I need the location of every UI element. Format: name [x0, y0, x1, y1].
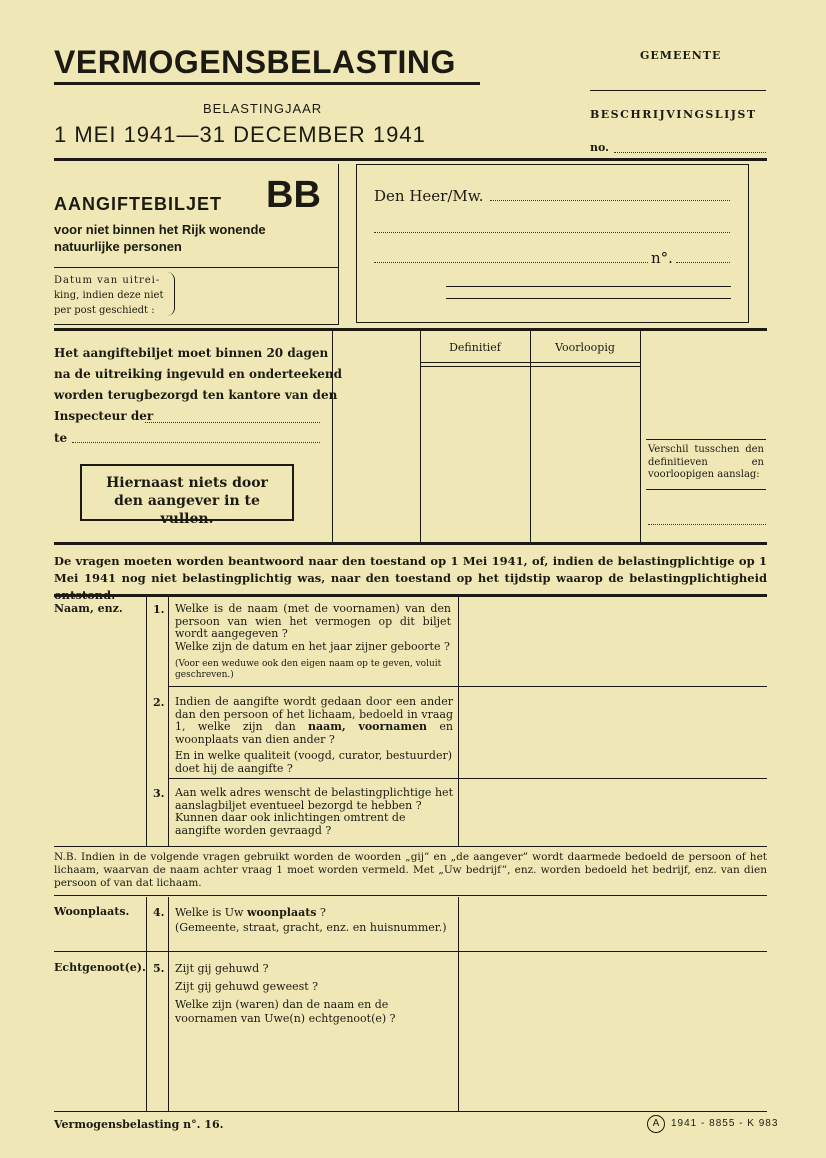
intro-text: De vragen moeten worden beantwoord naar den toestand op 1 Mei 1941, of, indien de belastingplichtige op 1 Mei 1941 nog niet belastingplichtig was, naar den toestand op het tijdstip waarop de belastingplichtigheid ontstond. — [54, 554, 767, 602]
tax-year-label: BELASTINGJAAR — [203, 101, 323, 116]
section-echtgenoot: Echtgenoot(e). — [54, 961, 146, 974]
question-2: Indien de aangifte wordt gedaan door een ander dan den persoon of het lichaam, bedoeld in vraag 1, welke zijn dan naam, voornamen en woonplaats van dien ander ? En in welke qualiteit (voogd, curator, bestuurder) doet hij de aangifte ? — [175, 695, 454, 775]
instruction-line-3: worden terugbezorgd ten kantore van den — [54, 388, 338, 402]
answer-2-field[interactable] — [460, 688, 766, 776]
question-1: Welke is de naam (met de voornamen) van den persoon van wien het vermogen op dit biljet wordt aangegeven ? Welke zijn de datum en het jaar zijner geboorte ? (Voor een weduwe ook den eigen naam op te geven, voluit geschreven.) — [175, 602, 451, 680]
definitief-column[interactable] — [421, 367, 529, 542]
tax-period: 1 MEI 1941—31 DECEMBER 1941 — [54, 122, 426, 147]
section-woonplaats: Woonplaats. — [54, 905, 130, 918]
form-code: BB — [266, 174, 321, 216]
verschil-field[interactable] — [648, 524, 766, 525]
question-4: Welke is Uw woonplaats ? (Gemeente, straat, gracht, enz. en huisnummer.) — [175, 906, 447, 934]
instruction-line-2: na de uitreiking ingevuld en onderteekend — [54, 367, 343, 381]
question-5-number: 5. — [153, 962, 165, 975]
definitief-header: Definitief — [449, 341, 501, 354]
address-number-field[interactable] — [676, 262, 730, 263]
question-3: Aan welk adres wenscht de belastingplichtige het aanslagbiljet eventueel bezorgd te hebben ? Kunnen daar ook inlichtingen omtrent de aangifte worden gevraagd ? — [175, 786, 453, 837]
gemeente-label: GEMEENTE — [640, 49, 722, 62]
beschrijvingslijst-label: BESCHRIJVINGSLIJST — [590, 108, 757, 121]
te-field[interactable] — [72, 442, 320, 443]
inspecteur-field[interactable] — [145, 422, 320, 423]
instruction-line-1: Het aangiftebiljet moet binnen 20 dagen — [54, 346, 329, 360]
answer-4-field[interactable] — [460, 899, 766, 949]
datum-label-3: per post geschiedt : — [54, 305, 155, 316]
list-number-field[interactable] — [614, 152, 766, 153]
question-3-number: 3. — [153, 787, 165, 800]
list-number-label: no. — [590, 141, 609, 154]
form-title: VERMOGENSBELASTING — [54, 44, 456, 80]
verschil-label: Verschil tusschen den definitieven en voorloopigen aanslag: — [648, 444, 764, 480]
voorloopig-column[interactable] — [531, 367, 639, 542]
section-naam: Naam, enz. — [54, 602, 123, 615]
address-number-label: n°. — [651, 249, 673, 267]
question-2-number: 2. — [153, 696, 165, 709]
address-name-field[interactable] — [490, 200, 730, 201]
address-line-2-field[interactable] — [374, 232, 730, 233]
nb-note: N.B. Indien in de volgende vragen gebruikt worden de woorden „gij” en „de aangever” wordt daarmede bedoeld de persoon of het lichaam, waarvan de naam achter vraag 1 moet worden vermeld. Met „Uw bedrijf”, enz. worden bedoeld het bedrijf, enz. van dien persoon of van dat lichaam. — [54, 851, 767, 889]
answer-5-field[interactable] — [460, 953, 766, 1109]
aangiftebiljet-title: AANGIFTEBILJET — [54, 194, 223, 214]
bracket-icon — [166, 272, 175, 316]
official-use-notice: Hiernaast niets door den aangever in te vullen. — [80, 464, 294, 521]
datum-label-2: king, indien deze niet — [54, 290, 164, 301]
answer-1-field[interactable] — [460, 598, 766, 684]
form-subtitle-1: voor niet binnen het Rijk wonende — [54, 222, 266, 237]
question-4-number: 4. — [153, 906, 165, 919]
te-label: te — [54, 431, 68, 445]
form-subtitle-2: natuurlijke personen — [54, 239, 182, 254]
form-number: Vermogensbelasting n°. 16. — [54, 1118, 224, 1131]
printer-logo-icon: A — [647, 1115, 665, 1133]
voorloopig-header: Voorloopig — [555, 341, 615, 354]
datum-label-1: Datum van uitrei- — [54, 275, 161, 286]
address-line-3-field[interactable] — [374, 262, 648, 263]
question-5: Zijt gij gehuwd ? Zijt gij gehuwd geweest ? Welke zijn (waren) dan de naam en de voornamen van Uwe(n) echtgenoot(e) ? — [175, 962, 396, 1025]
answer-3-field[interactable] — [460, 780, 766, 844]
question-1-number: 1. — [153, 603, 165, 616]
print-code: 1941 - 8855 - K 983 — [671, 1118, 779, 1129]
inspecteur-label: Inspecteur der — [54, 409, 154, 423]
den-heer-label: Den Heer/Mw. — [374, 187, 484, 205]
